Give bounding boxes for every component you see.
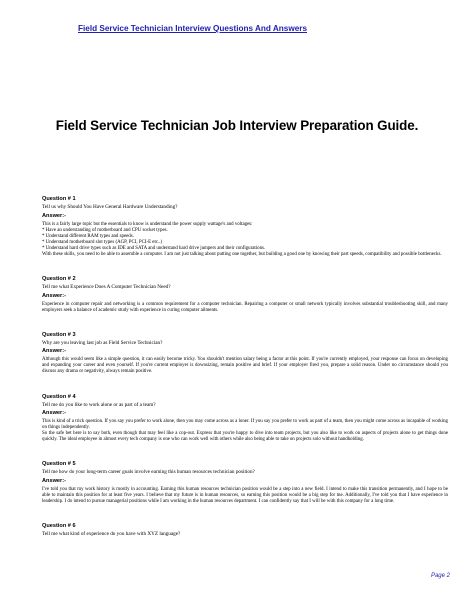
document-title: Field Service Technician Job Interview Preparation Guide. (55, 118, 419, 133)
answer-text: With these skills, you need to be able to assemble a computer. I am not just talking about putting one together, but building a good one by knowing their part speeds, compatibility and possible bottlenecks. (42, 251, 442, 257)
question-text: Tell me how do your long-term career goals involve earning this human resources technician position? (42, 469, 255, 476)
question-label: Question # 5 (42, 461, 76, 468)
question-text: Tell me what Experience Does A Computer Technician Need? (42, 284, 171, 291)
answer-text: Although this would seem like a simple question, it can easily become tricky. You shouldn't mention salary being a factor at this point. If you're currently employed, your response can focus on developing and expanding your career and even yourself. If you're current employer is downsizing, remain positive and brief. If your employer fired you, prepare a solid reason. Under no circumstance should you discuss any drama or negativity, always remain positive. (42, 357, 448, 375)
page-number: Page 2 (430, 573, 450, 579)
answer-label: Answer:- (42, 410, 66, 417)
qa-block (42, 276, 448, 314)
answer-text: This is kind of a trick question. If you say you prefer to work alone, then you may come across as a loner. If you say you prefer to work as part of a team, then you might come across as incapable of working on things independently. (42, 419, 448, 431)
answer-text: * Understand different RAM types and speeds. (42, 233, 134, 239)
answer-text: Experience in computer repair and networking is a common requirement for a computer technician. Repairing a computer or small network typically involves substantial troubleshooting skill, and many employers seek a balance of academic study with experience in curing computer ailments. (42, 301, 448, 313)
answer-text: * Understand motherboard slot types (AGP, PCI, PCI-E etc..) (42, 239, 163, 245)
qa-block (42, 523, 448, 538)
answer-label: Answer:- (42, 477, 66, 484)
answer-text: * Understand hard drive types such as IDE and SATA and understand hard drive jumpers and their configurations. (42, 245, 266, 251)
answer-text: * Have an understanding of motherboard and CPU socket types. (42, 227, 168, 233)
question-label: Question # 1 (42, 196, 76, 202)
qa-block (42, 196, 448, 258)
question-label: Question # 4 (42, 393, 76, 400)
question-text: Tell me what kind of experience do you have with XYZ language? (42, 531, 181, 538)
question-text: Tell us why Should You Have General Hardware Understanding? (42, 204, 178, 210)
question-label: Question # 3 (42, 331, 76, 338)
header-link[interactable]: Field Service Technician Interview Questions And Answers (78, 24, 308, 33)
qa-block (42, 332, 448, 376)
answer-label: Answer:- (42, 292, 66, 299)
question-label: Question # 6 (42, 523, 76, 530)
question-text: Why are you leaving last job as Field Service Technician? (42, 339, 163, 346)
question-text: Tell me do you like to work alone or as part of a team? (42, 401, 156, 408)
answer-label: Answer:- (42, 212, 66, 219)
qa-block (42, 461, 448, 505)
question-label: Question # 2 (42, 276, 76, 283)
answer-text: This is a fairly large topic but the essentials to know is understand the power supply wattage's and voltages: (42, 221, 253, 227)
qa-block (42, 394, 448, 444)
answer-text: So the safe bet here is to say both, even though that may feel like a cop-out. Express that you're happy to dive into team projects, but you also like to work on aspects of projects alone to get things done quickly. The ideal employee in almost every tech company is one who can work well with others while also being able to take on projects solo without handholding. (42, 431, 448, 443)
answer-label: Answer:- (42, 348, 66, 355)
qa-list (42, 196, 448, 556)
answer-text: I've told you that my work history is mostly in accounting. Earning this human resources technician position would be a step into a new field. I intend to make this transition permanently, and I hope to be able to maintain this position for at least five years. I believe that my future is in human resources, so earning this position would be a big step for me. Additionally, I've told you that I have experience in leadership. I do intend to pursue managerial positions while I am working in the human resources department. I can confidently say that I will be with this company for a long time. (42, 486, 448, 505)
